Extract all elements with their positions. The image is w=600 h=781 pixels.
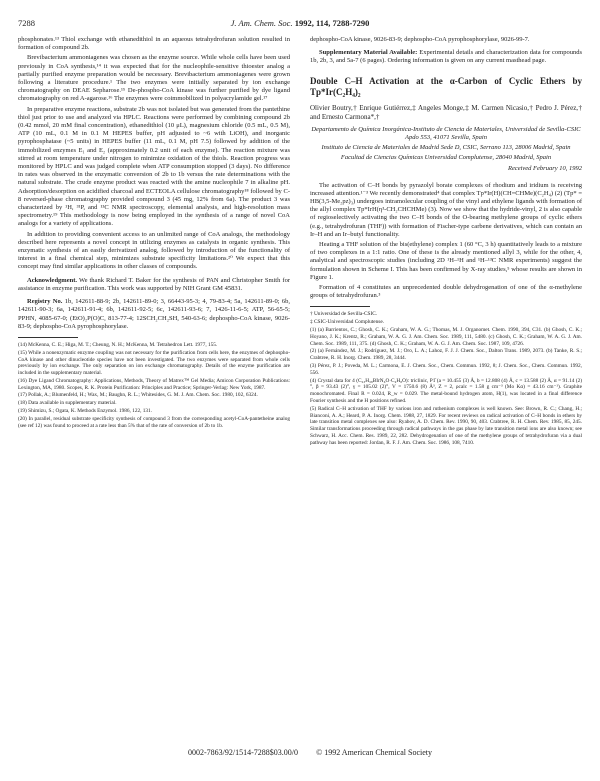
footnote: ‡ CSIC-Universidad Complutense.: [310, 319, 385, 326]
left-paragraph-3: In preparative enzyme reactions, substrate 2b was not isolated but was generated from the pantethine thiol just prior to use and analyzed via HPLC. Reactions were performed by combining compound 2b (0.42 mmol, 20 mM final concentration), ethanedithiol (10 μL), magnesium chloride (0.5 mL, 0.5 M), ATP (10 mL, 0.1 M in 0.1 M HEPES buffer, pH adjusted to ~6 with LiOH), and inorganic pyrophosphatase (~5 units) in HEPES buffer (11 mL, 0.1 M, pH 7.5) followed by addition of the immobilized enzymes E₁ and E₂ (approximately 0.2 unit of each enzyme). The reaction mixture was stirred at room temperature under nitrogen to minimize oxidation of the thiols. Reaction progress was monitored by HPLC and was judged complete when ATP consumption stopped (3 days). No difference in rates was observed in the enzymatic conversion of 2b to 1b versus the rate determinations with the natural substrate. The crude enzyme product was reacted with the amine nucleophile 7 in alkaline pH. Adsorption/desorption on acidified charcoal and ECTEOLA cellulose chromatography¹⁸ followed by C-8 reversed-phase chromatography provided compound 3 (45 mg, 12% from 6a). The product 3 was characterized by ¹H, ³¹P, and ¹³C NMR spectroscopy, elemental analysis, and high-resolution mass spectrometry.¹⁹ This methodology is now being employed in the synthesis of a range of novel CoA analogs for a variety of applications.: [18, 105, 290, 228]
supplementary-heading: Supplementary Material Available:: [319, 49, 418, 57]
article-code: 0002-7863/92/1514-7288$03.00/0: [188, 748, 298, 757]
right-paragraph-1: The activation of C–H bonds by pyrazolyl borate complexes of rhodium and iridium is receiving increased attention.¹⁻³ We recently demonstrated⁴ that complex Tp*Ir(H)(CH=CHMe)(C₂H₄) (2) (Tp* = HB(3,5-Me₂pz)₃) undergoes intramolecular coupling of the vinyl and ethylene ligands with formation of the allyl complex Tp*IrH(η³-CH₂CHCHMe) (3). Now we show that the hydride-vinyl, 2 is also capable of regioselectively activating the two C–H bonds of the O-bearing methylene groups of cyclic ethers (e.g., tetrahydrofuran (THF)) with formation of Fischer-type carbene derivatives, which can contain an Ir–H and an Ir–butyl functionality.: [310, 181, 582, 238]
left-paragraph-1: phosphonates.¹³ Thiol exchange with ethanedithiol in an aqueous tetrahydrofuran solution resulted in formation of compound 2b.: [18, 36, 290, 52]
journal-year-volume: 1992, 114, 7288-7290: [294, 18, 370, 28]
running-header: [18, 18, 582, 30]
left-paragraph-4: In addition to providing convenient access to an unlimited range of CoA analogs, the methodology described here represents a novel concept in utilizing enzymes as catalysts in organic synthesis. This enzymatic synthesis of an easily derivatized analog, followed by introduction of the functionality of interest in a final chemical step, minimizes substrate specificity limitations.²⁰ We expect that this concept may find similar applications in other classes of compounds.: [18, 230, 290, 271]
registry-text: 1b, 142611-88-9; 2b, 142611-89-0; 3, 66443-95-3; 4, 79-83-4; 5a, 142611-89-0; 6b, 142611-90-3; 6a, 142611-91-4; 6b, 142611-92-5; 6c, 142611-93-6; 7, 1426-11-6-5; ATP, 56-65-5; PPHN, 4085-67-0; (EtO)₂P(O)C, 813-77-4; 12SCH₂CH₂SH, 540-63-6; dephospho-CoA kinase, 9026-83-9; dephospho-CoA pyrophosphorylase.: [18, 298, 290, 330]
journal-name: J. Am. Chem. Soc.: [230, 18, 293, 28]
footnote-divider: [18, 337, 78, 338]
left-footnotes: [18, 342, 290, 430]
copyright: © 1992 American Chemical Society: [316, 748, 432, 757]
affiliation-complutense: Facultad de Ciencias Químicas Universidad Complutense, 28040 Madrid, Spain: [340, 154, 552, 162]
affiliation-sevilla: Departamento de Química Inorgánica-Instituto de Ciencia de Materiales, Universidad de Sevilla-CSIC Apdo 553, 41071 Sevilla, Spain: [311, 125, 581, 141]
left-paragraph-2: Brevibacterium ammoniagenes was chosen as the enzyme source. While whole cells have been used previously in CoA synthesis,¹⁴ it was expected that for the nucleophile-sensitive thioester analog a partially purified enzyme preparation would be necessary. Brevibacterium ammoniagenes were grown following a literature procedure.¹ The two enzymes were initially separated by ion exchange chromatography on DEAE Sepharose.¹⁵ De-phospho-CoA kinase was further purified by dye ligand chromatography on red A-agarose.¹⁶ The enzymes were coimmobilized in polyacrylamide gel.¹⁷: [18, 54, 290, 103]
right-continuation: dephospho-CoA kinase, 9026-83-9; dephospho-CoA pyrophosphorylase, 9026-99-7.: [310, 36, 530, 43]
registry-numbers: [18, 298, 290, 331]
right-footnotes: [310, 311, 582, 446]
acknowledgment-heading: Acknowledgment.: [27, 276, 78, 284]
footnote: (3) Pérez, P. J.; Poveda, M. L.; Carmona, E. J. Chem. Soc., Chem. Commun. 1992, 8; J. Chem. Soc., Chem. Commun. 1992, 556.: [310, 363, 582, 376]
footnote: (20) In parallel, residual substrate specificity synthesis of compound 3 from the corresponding acetyl-CoA-pantetheine analog (see ref 12) was found to proceed at a rate less than 5% that of the rate of conversion of 2b to 1b.: [18, 415, 290, 429]
registry-heading: Registry No.: [27, 298, 63, 306]
footnote: (14) McKenna, C. E.; Higa, M. T.; Cheung, N. H.; McKenna, M. Tetrahedron Lett. 1977, 155.: [18, 341, 218, 348]
received-date: Received February 10, 1992: [507, 165, 582, 173]
article-authors: Olivier Boutry,† Enrique Gutiérrez,‡ Angeles Monge,‡ M. Carmen Nicasio,† Pedro J. Pérez,† and Ernesto Carmona*,†: [310, 103, 582, 121]
right-paragraph-3: Formation of 4 constitutes an unprecedented double dehydrogenation of one of the α-methylene groups of tetrahydrofuran.³: [310, 284, 582, 300]
right-column: [310, 36, 582, 448]
footnote: (4) Crystal data for 4 (C₂₃H₃₈BIrN₆O·C₄H₈O): triclinic, P1̄ (a = 10.455 (3) Å, b = 12.808 (4) Å, c = 13.588 (2) Å, α = 91.14 (2)°, β = 93.43 (2)°, γ = 105.02 (2)°, V = 1750.6 (8) Å³, Z = 2, ρcalc = 1.58 g cm⁻³ (Mo Kα) = 43.16 cm⁻¹). Graphite monochromated. Final R = 0.024, R_w = 0.029. The metal-bound hydrogen atom, H(1), was located in a final difference Fourier synthesis and the H positions refined.: [310, 377, 582, 405]
footnote: (17) Pollak, A.; Blumenfeld, H.; Wax, M.; Baughn, R. L.; Whitesides, G. M. J. Am. Chem. Soc. 1980, 102, 6324.: [18, 392, 258, 399]
right-paragraph-2: Heating a THF solution of the bis(ethylene) complex 1 (60 °C, 3 h) quantitatively leads to a mixture of two complexes in a 1:1 ratio. One of these is the already mentioned allyl 3, while for the other, 4, analytical and spectroscopic studies (including 2D ¹H–¹H and ¹H–¹³C NMR experiments) suggest the formulation shown in Scheme I. This has been confirmed by X-ray studies,⁵ whose results are shown in Figure 1.: [310, 241, 582, 281]
footnote: (1) (a) Barrientos, C.; Ghosh, C. K.; Graham, W. A. G.; Thomas, M. J. Organomet. Chem. 1990, 394, C31. (b) Ghosh, C. K.; Hoyano, J. K.; Krentz, R.; Graham, W. A. G. J. Am. Chem. Soc. 1989, 111, 5480. (c) Ghosh, C. K.; Graham, W. A. G. J. Am. Chem. Soc. 1989, 111, 375. (d) Ghosh, C. K.; Graham, W. A. G. J. Am. Chem. Soc. 1987, 109, 4726.: [310, 327, 582, 347]
left-column: [18, 36, 290, 430]
affiliation-madrid: Instituto de Ciencia de Materiales de Madrid Sede D, CSIC, Serrano 113, 28006 Madrid, Spain: [321, 144, 571, 152]
footnote-divider: [310, 306, 370, 307]
journal-citation: [18, 18, 582, 28]
footnote: (18) Data available in supplementary material.: [18, 400, 117, 407]
page-number: 7288: [18, 18, 35, 28]
footnote: (5) Radical C–H activation of THF by various iron and ruthenium complexes is well known. See: Brown, R. C.; Chang, H.; Bianconi, A. A.; Heard, P. A. Inorg. Chem. 1988, 27, 1829. For recent reviews on radical activation of C–H bonds in ethers by late transition metal complexes see also: Ryabov, A. D. Chem. Rev. 1990, 90, 403. Crabtree, R. H. Chem. Rev. 1985, 85, 245. Similar transformations proceeding through radical pathways in the gas phase by late transition metal ions are also known; see Schwarz, H. Acc. Chem. Res. 1989, 22, 282. Dehydrogenation of one of the methylene groups of tetrahydrofuran via a dual pathway has been reported: Jordan, R. F. J. Am. Chem. Soc. 1986, 108, 7410.: [310, 405, 582, 446]
footnote: (2) (a) Fernández, M. J.; Rodríguez, M. J.; Oro, L. A.; Lahoz, F. J. J. Chem. Soc., Dalton Trans. 1989, 2073. (b) Tanke, R. S.; Crabtree, R. H. Inorg. Chem. 1989, 28, 3444.: [310, 348, 582, 362]
supplementary-text: Experimental details and characterization data for compounds 1b, 2b, 3, and 5a-7 (6 pages). Ordering information is given on any current masthead page.: [310, 49, 582, 65]
acknowledgment: [18, 277, 290, 293]
footnote: † Universidad de Sevilla-CSIC.: [310, 311, 378, 318]
supplementary-material: [310, 49, 582, 65]
footnote: (15) While a nonenzymatic enzyme coupling was not necessary for the purification from cells here, the enzymes of dephospho-CoA kinase and other dinucleotide species have not been investigated. The two enzymes were separated from whole cells previously by ion exchange. The only separation on ion exchange chromatography. Details of the enzyme purification are included in the supplementary material.: [18, 349, 290, 377]
footnote: (16) Dye Ligand Chromatography: Applications, Methods, Theory of Matrex™ Gel Media; Amicon Corporation Publications: Lexington, MA, 1980. Scopes, R. K. Protein Purification: Principles and Practice; Springer-Verlag: New York, 1987.: [18, 377, 290, 391]
acknowledgment-text: We thank Richard T. Baker for the synthesis of PAN and Christopher Smith for assistance in enzyme purification. This work was supported by NIH Grant GM 45831.: [18, 276, 290, 292]
footnote: (19) Shimizu, S.; Ogata, K. Methods Enzymol. 1986, 122, 131.: [18, 408, 153, 415]
article-title: Double C–H Activation at the α-Carbon of Cyclic Ethers by Tp*Ir(C₂H₄)₂: [310, 75, 582, 97]
